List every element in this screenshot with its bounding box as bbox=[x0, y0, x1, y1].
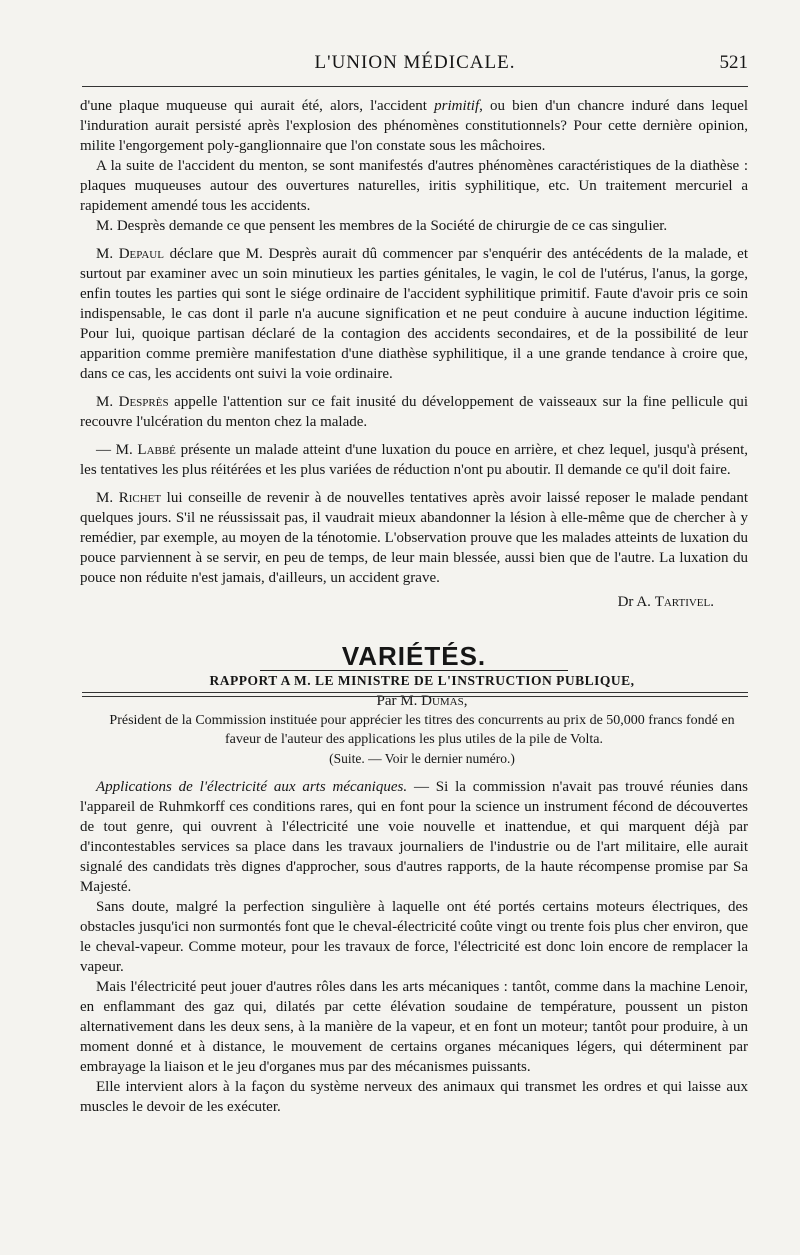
speaker-name: Richet bbox=[118, 490, 162, 506]
report-heading: RAPPORT A M. LE MINISTRE DE L'INSTRUCTION PUBLIQUE, bbox=[209, 673, 635, 688]
article-paragraph: M. Depaul déclare que M. Desprès aurait dû commencer par s'enquérir des antécédents de la malade, et surtout par examiner avec un soin minutieux les parties génitales, le vagin, le col de l'utérus, l'anus, la gorge, enfin toutes les parties qui sont le siége ordinaire de l'accident syphilitique primitif. Faute d'avoir pris ce soin indispensable, le cas dont il parle n'a aucune signification et ne peut conduire à aucune induction légitime. Pour lui, quoique partisan déclaré de la contagion des accidents secondaires, et de la possibilité de leur apparition comme première manifestation d'une diathèse syphilitique, il a une grande tendance à croire que, dans ce cas, les accidents ont suivi la voie ordinaire. bbox=[80, 246, 749, 382]
header-rule bbox=[82, 86, 748, 87]
author-signature: Dr A. Tartivel. bbox=[617, 594, 714, 610]
report-author: Par M. Dumas, bbox=[376, 693, 468, 709]
article-paragraph: Sans doute, malgré la perfection singulière à laquelle ont été portés certains moteurs électriques, des obstacles jusqu'ici non surmontés font que le cheval-électricité coûte vingt ou trente fois plus cher environ, que le cheval-vapeur. Comme moteur, pour les travaux de force, l'électricité est donc loin encore de remplacer la vapeur. bbox=[80, 899, 748, 975]
article-paragraph: A la suite de l'accident du menton, se sont manifestés d'autres phénomènes caractéristiques de la diathèse : plaques muqueuses autour des ouvertures naturelles, iritis syphilitique, etc. Un traitement mercuriel a rapidement amendé tous les accidents. bbox=[80, 158, 748, 214]
article-paragraph: M. Desprès appelle l'attention sur ce fait inusité du développement de vaisseaux sur la fine pellicule qui recouvre l'ulcération du menton chez la malade. bbox=[80, 394, 748, 430]
section-rule-bottom bbox=[82, 696, 748, 697]
running-header bbox=[82, 48, 748, 80]
speaker-name: Labbé bbox=[137, 442, 176, 458]
continuation-note: (Suite. — Voir le dernier numéro.) bbox=[329, 751, 515, 766]
article-paragraph: Elle intervient alors à la façon du système nerveux des animaux qui transmet les ordres et qui laisse aux muscles le devoir de les exécuter. bbox=[80, 1079, 748, 1115]
speaker-name: Depaul bbox=[118, 246, 164, 262]
article-paragraph: d'une plaque muqueuse qui aurait été, alors, l'accident primitif, ou bien d'un chancre induré dans lequel l'induration aurait persisté après l'explosion des phénomènes constitutionnels? Pour cette dernière opinion, milite l'engorgement poly-ganglionnaire que l'on constate sous les mâchoires. bbox=[80, 98, 749, 154]
section-title: VARIÉTÉS. bbox=[341, 641, 487, 671]
article-paragraph: — M. Labbé présente un malade atteint d'une luxation du pouce en arrière, et chez lequel, jusqu'à présent, les tentatives les plus réitérées et les plus variées de réduction n'ont pu aboutir. Il demande ce qu'il doit faire. bbox=[80, 442, 749, 478]
article-paragraph: M. Richet lui conseille de revenir à de nouvelles tentatives après avoir laissé reposer le malade pendant quelques jours. S'il ne réussissait pas, il vaudrait mieux abandonner la lésion à elle-même que de chercher à y remédier, par exemple, au moyen de la ténotomie. L'observation prouve que les malades atteints de luxation du pouce parviennent à se servir, en peu de temps, de leur main blessée, aussi bien que de l'autre. La luxation du pouce non réduite n'est jamais, d'ailleurs, un accident grave. bbox=[80, 490, 749, 586]
report-subtitle: Président de la Commission instituée pour apprécier les titres des concurrents au prix de 50,000 francs fondé en faveur de l'auteur des applications les plus utiles de la pile de Volta. bbox=[109, 713, 735, 747]
journal-title: L'UNION MÉDICALE. bbox=[314, 52, 516, 73]
page-body bbox=[80, 96, 748, 1117]
speaker-name: Desprès bbox=[118, 394, 169, 410]
article-paragraph: M. Desprès demande ce que pensent les membres de la Société de chirurgie de ce cas singulier. bbox=[96, 218, 668, 234]
article-paragraph: Applications de l'électricité aux arts mécaniques. — Si la commission n'avait pas trouvé réunies dans l'appareil de Ruhmkorff ces conditions rares, qui en font pour la science un instrument fécond de découvertes de tout genre, qui ouvrent à l'électricité une voie nouvelle et inattendue, et qui marquent déjà par d'incontestables services sa place dans les travaux journaliers de l'industrie ou de l'art militaire, elle aurait signalé des candidats très dignes d'approcher, sous d'autres rapports, de la haute récompense promise par Sa Majesté. bbox=[80, 779, 748, 895]
page-number: 521 bbox=[719, 52, 748, 73]
article-paragraph: Mais l'électricité peut jouer d'autres rôles dans les arts mécaniques : tantôt, comme dans la machine Lenoir, en enflammant des gaz qui, dilatés par cette élévation soudaine de température, poussent un piston alternativement dans les deux sens, à la manière de la vapeur, et en font un moteur; tantôt pour produire, à un moment donné et à distance, le mouvement de certains organes mécaniques légers, qui déterminent par embrayage la liaison et le jeu d'organes mus par des mécanismes puissants. bbox=[80, 979, 748, 1075]
section-rule-top bbox=[82, 692, 748, 693]
